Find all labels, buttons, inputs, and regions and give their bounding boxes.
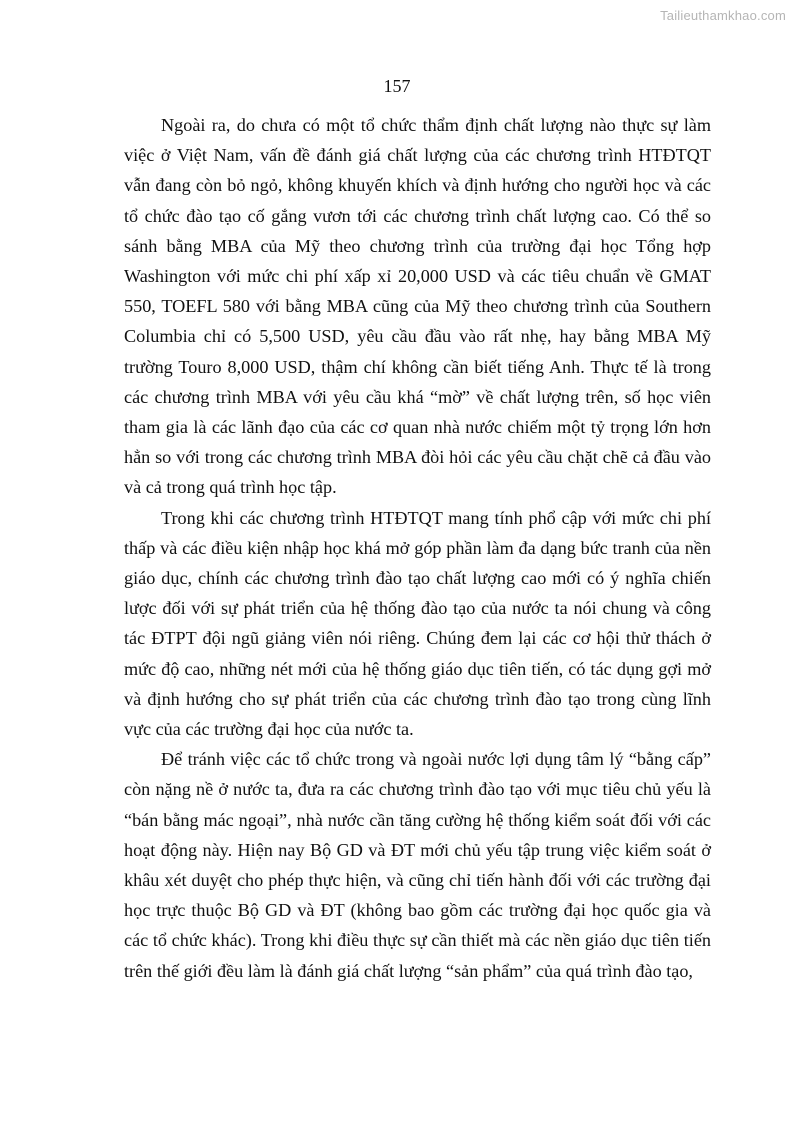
paragraph-1: Ngoài ra, do chưa có một tổ chức thẩm định chất lượng nào thực sự làm việc ở Việt Nam, vấn đề đánh giá chất lượng của các chương trình HTĐTQT vẫn đang còn bỏ ngỏ, không khuyến khích và định hướng cho người học và các tổ chức đào tạo cố gắng vươn tới các chương trình chất lượng cao. Có thể so sánh bằng MBA của Mỹ theo chương trình của trường đại học Tổng hợp Washington với mức chi phí xấp xỉ 20,000 USD và các tiêu chuẩn về GMAT 550, TOEFL 580 với bằng MBA cũng của Mỹ theo chương trình của Southern Columbia chỉ có 5,500 USD, yêu cầu đầu vào rất nhẹ, hay bằng MBA Mỹ trường Touro 8,000 USD, thậm chí không cần biết tiếng Anh. Thực tế là trong các chương trình MBA với yêu cầu khá “mờ” về chất lượng trên, số học viên tham gia là các lãnh đạo của các cơ quan nhà nước chiếm một tỷ trọng lớn hơn hẳn so với trong các chương trình MBA đòi hỏi các yêu cầu chặt chẽ cả đầu vào và cả trong quá trình học tập.: [124, 115, 711, 498]
document-body: [124, 110, 711, 986]
paragraph-2: Trong khi các chương trình HTĐTQT mang tính phổ cập với mức chi phí thấp và các điều kiện nhập học khá mở góp phần làm đa dạng bức tranh của nền giáo dục, chính các chương trình đào tạo chất lượng cao mới có ý nghĩa chiến lược đối với sự phát triển của hệ thống đào tạo của nước ta nói chung và công tác ĐTPT đội ngũ giảng viên nói riêng. Chúng đem lại các cơ hội thử thách ở mức độ cao, những nét mới của hệ thống giáo dục tiên tiến, có tác dụng gợi mở và định hướng cho sự phát triển của các chương trình đào tạo trong cùng lĩnh vực của các trường đại học của nước ta.: [124, 507, 711, 740]
paragraph-3: Để tránh việc các tổ chức trong và ngoài nước lợi dụng tâm lý “bằng cấp” còn nặng nề ở nước ta, đưa ra các chương trình đào tạo với mục tiêu chủ yếu là “bán bằng mác ngoại”, nhà nước cần tăng cường hệ thống kiểm soát đối với các hoạt động này. Hiện nay Bộ GD và ĐT mới chủ yếu tập trung việc kiểm soát ở khâu xét duyệt cho phép thực hiện, và cũng chỉ tiến hành đối với các trường đại học trực thuộc Bộ GD và ĐT (không bao gồm các trường đại học quốc gia và các tổ chức khác). Trong khi điều thực sự cần thiết mà các nền giáo dục tiên tiến trên thế giới đều làm là đánh giá chất lượng “sản phẩm” của quá trình đào tạo,: [124, 749, 711, 981]
page-number: 157: [383, 76, 411, 96]
watermark: Tailieuthamkhao.com: [660, 8, 786, 23]
